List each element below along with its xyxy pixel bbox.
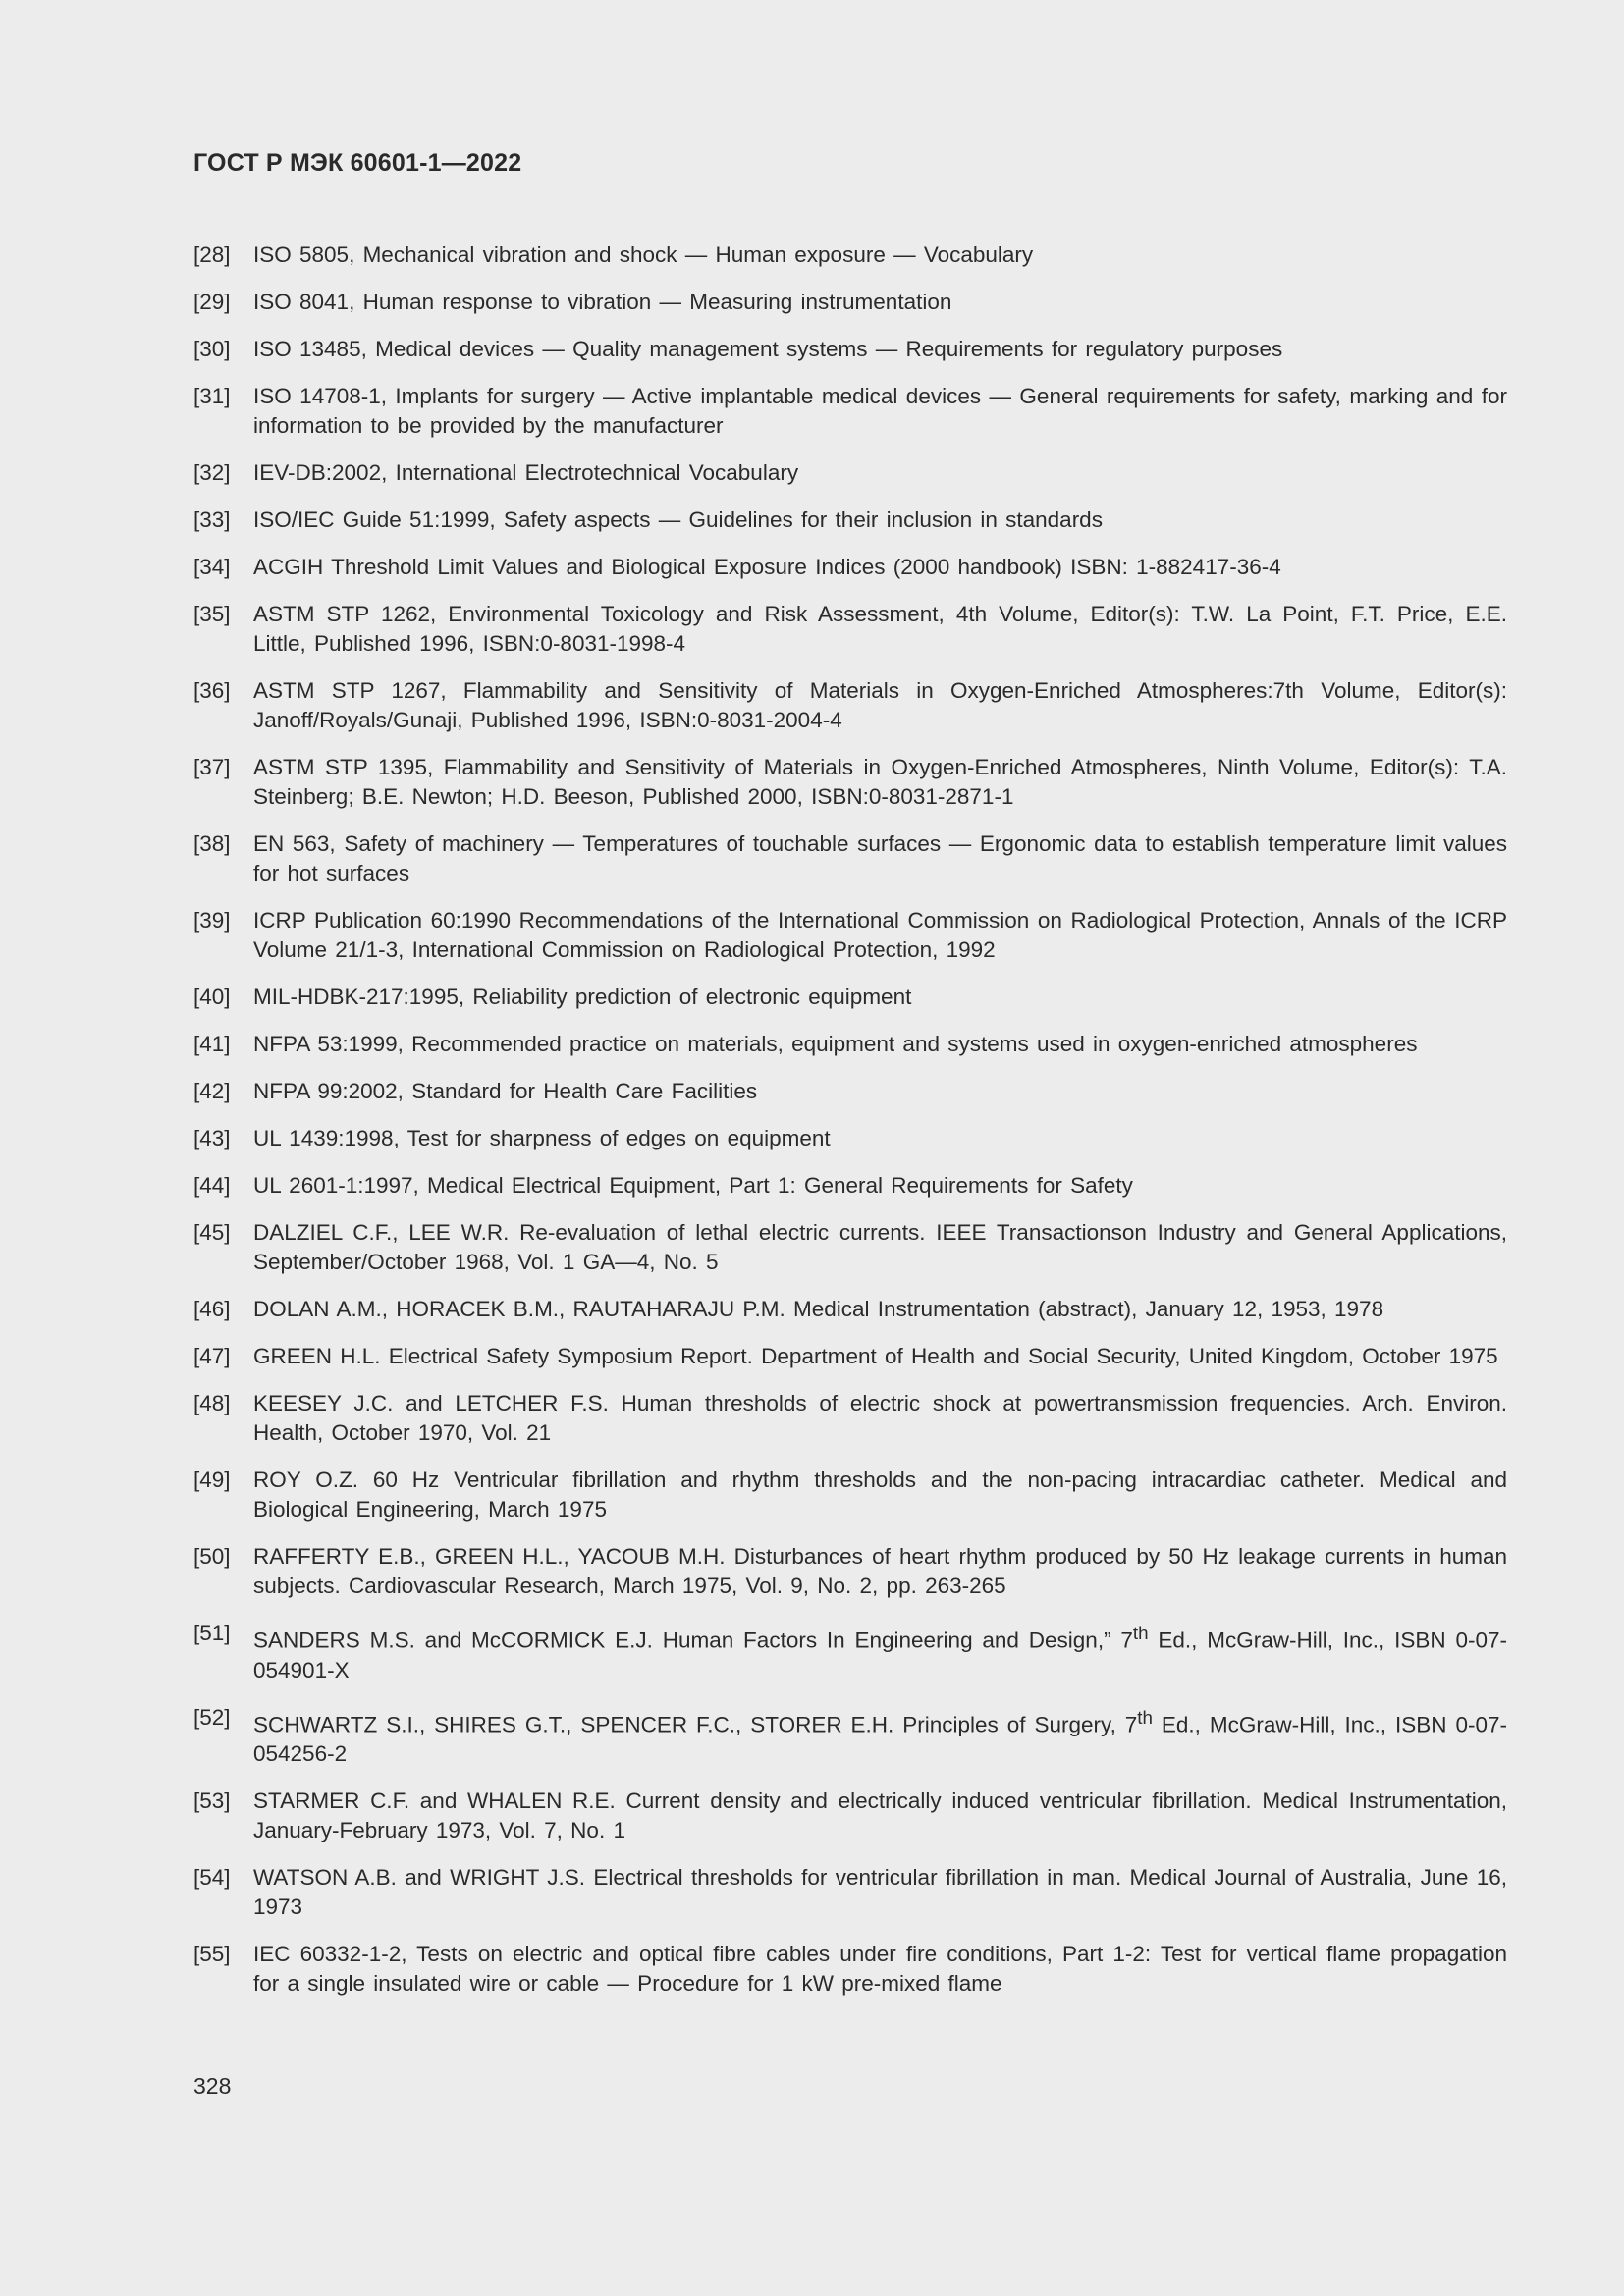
reference-number: [33]	[193, 507, 231, 532]
reference-number: [40]	[193, 985, 231, 1009]
reference-number: [38]	[193, 831, 231, 856]
reference-number: [30]	[193, 337, 231, 361]
reference-text	[253, 1703, 1507, 1770]
reference-number: [54]	[193, 1865, 231, 1890]
reference-number: [31]	[193, 384, 231, 408]
reference-number: [45]	[193, 1220, 231, 1245]
reference-text	[253, 1619, 1507, 1685]
reference-item	[193, 753, 1507, 812]
reference-number: [49]	[193, 1468, 231, 1492]
reference-number: [39]	[193, 908, 231, 933]
reference-text: ISO 13485, Medical devices — Quality management systems — Requirements for regulatory purposes	[253, 337, 1283, 361]
reference-number: [51]	[193, 1621, 231, 1645]
reference-number: [42]	[193, 1079, 231, 1103]
reference-text-part: SANDERS M.S. and McCORMICK E.J. Human Factors In Engineering and Design,” 7	[253, 1628, 1133, 1653]
reference-item	[193, 1703, 1507, 1770]
reference-number: [55]	[193, 1942, 231, 1966]
reference-text: ISO 14708-1, Implants for surgery — Active implantable medical devices — General requirements for safety, marking and for information to be provided by the manufacturer	[253, 384, 1507, 438]
reference-item	[193, 1542, 1507, 1601]
reference-item	[193, 600, 1507, 659]
reference-item	[193, 1342, 1507, 1371]
reference-number: [46]	[193, 1297, 231, 1321]
reference-item	[193, 1863, 1507, 1922]
reference-number: [44]	[193, 1173, 231, 1198]
reference-item	[193, 1124, 1507, 1153]
reference-number: [41]	[193, 1032, 231, 1056]
reference-item	[193, 829, 1507, 888]
reference-item	[193, 676, 1507, 735]
reference-number: [34]	[193, 555, 231, 579]
reference-text: ISO 8041, Human response to vibration — Measuring instrumentation	[253, 290, 952, 314]
reference-number: [53]	[193, 1789, 231, 1813]
reference-text: UL 1439:1998, Test for sharpness of edges on equipment	[253, 1126, 831, 1150]
reference-item	[193, 288, 1507, 317]
reference-item	[193, 1218, 1507, 1277]
reference-text-part: SCHWARTZ S.I., SHIRES G.T., SPENCER F.C., STORER E.H. Principles of Surgery, 7	[253, 1712, 1138, 1736]
reference-item	[193, 1619, 1507, 1685]
reference-number: [50]	[193, 1544, 231, 1569]
reference-item	[193, 335, 1507, 364]
reference-number: [52]	[193, 1704, 231, 1730]
reference-text-part: Ed., McGraw-Hill, Inc., ISBN 0-07-054901-X	[253, 1628, 1507, 1682]
page-title: ГОСТ Р МЭК 60601-1—2022	[193, 149, 522, 177]
reference-text: DOLAN A.M., HORACEK B.M., RAUTAHARAJU P.M. Medical Instrumentation (abstract), January 12, 1953, 1978	[253, 1297, 1384, 1321]
reference-text: UL 2601-1:1997, Medical Electrical Equipment, Part 1: General Requirements for Safety	[253, 1173, 1133, 1198]
reference-text: ACGIH Threshold Limit Values and Biological Exposure Indices (2000 handbook) ISBN: 1-882417-36-4	[253, 555, 1281, 579]
reference-text: STARMER C.F. and WHALEN R.E. Current density and electrically induced ventricular fibrillation. Medical Instrumentation, January-February 1973, Vol. 7, No. 1	[253, 1789, 1507, 1842]
reference-list	[193, 240, 1507, 2016]
reference-item	[193, 458, 1507, 488]
reference-number: [32]	[193, 460, 231, 485]
reference-text: GREEN H.L. Electrical Safety Symposium Report. Department of Health and Social Security, United Kingdom, October 1975	[253, 1344, 1498, 1368]
reference-item	[193, 1389, 1507, 1448]
reference-text: EN 563, Safety of machinery — Temperatures of touchable surfaces — Ergonomic data to establish temperature limit values for hot surfaces	[253, 831, 1507, 885]
page-number: 328	[193, 2073, 232, 2099]
reference-item	[193, 906, 1507, 965]
reference-text: DALZIEL C.F., LEE W.R. Re-evaluation of lethal electric currents. IEEE Transactionson Industry and General Applications, September/October 1968, Vol. 1 GA—4, No. 5	[253, 1220, 1507, 1274]
reference-number: [47]	[193, 1344, 231, 1368]
reference-item	[193, 382, 1507, 441]
reference-text: NFPA 99:2002, Standard for Health Care Facilities	[253, 1079, 758, 1103]
reference-text: ROY O.Z. 60 Hz Ventricular fibrillation and rhythm thresholds and the non-pacing intracardiac catheter. Medical and Biological Engineering, March 1975	[253, 1468, 1507, 1522]
reference-text: NFPA 53:1999, Recommended practice on materials, equipment and systems used in oxygen-enriched atmospheres	[253, 1032, 1418, 1056]
reference-text: ASTM STP 1267, Flammability and Sensitivity of Materials in Oxygen-Enriched Atmospheres:7th Volume, Editor(s): Janoff/Royals/Gunaji, Published 1996, ISBN:0-8031-2004-4	[253, 678, 1507, 732]
reference-number: [37]	[193, 755, 231, 779]
reference-item	[193, 506, 1507, 535]
reference-number: [35]	[193, 602, 231, 626]
reference-item	[193, 1940, 1507, 1999]
reference-text: ASTM STP 1395, Flammability and Sensitivity of Materials in Oxygen-Enriched Atmospheres, Ninth Volume, Editor(s): T.A. Steinberg; B.E. Newton; H.D. Beeson, Published 2000, ISBN:0-8031-2871-1	[253, 755, 1507, 809]
reference-text-part: Ed., McGraw-Hill, Inc., ISBN 0-07-054256-2	[253, 1712, 1507, 1766]
reference-text: ICRP Publication 60:1990 Recommendations of the International Commission on Radiological Protection, Annals of the ICRP Volume 21/1-3, International Commission on Radiological Protection, 1992	[253, 908, 1507, 962]
reference-text: WATSON A.B. and WRIGHT J.S. Electrical thresholds for ventricular fibrillation in man. Medical Journal of Australia, June 16, 1973	[253, 1865, 1507, 1919]
reference-item	[193, 1466, 1507, 1524]
reference-text: ISO 5805, Mechanical vibration and shock — Human exposure — Vocabulary	[253, 242, 1034, 267]
reference-number: [48]	[193, 1391, 231, 1415]
reference-text: ISO/IEC Guide 51:1999, Safety aspects — Guidelines for their inclusion in standards	[253, 507, 1103, 532]
reference-item	[193, 1295, 1507, 1324]
reference-text: IEC 60332-1-2, Tests on electric and optical fibre cables under fire conditions, Part 1-2: Test for vertical flame propagation for a single insulated wire or cable — Procedure for 1 kW pre-mixed flame	[253, 1942, 1507, 1996]
reference-item	[193, 1030, 1507, 1059]
reference-text: MIL-HDBK-217:1995, Reliability prediction of electronic equipment	[253, 985, 912, 1009]
reference-number: [29]	[193, 290, 231, 314]
reference-item	[193, 1171, 1507, 1201]
reference-number: [43]	[193, 1126, 231, 1150]
reference-item	[193, 983, 1507, 1012]
reference-number: [36]	[193, 678, 231, 703]
reference-text: RAFFERTY E.B., GREEN H.L., YACOUB M.H. Disturbances of heart rhythm produced by 50 Hz leakage currents in human subjects. Cardiovascular Research, March 1975, Vol. 9, No. 2, pp. 263-265	[253, 1544, 1507, 1598]
reference-text: IEV-DB:2002, International Electrotechnical Vocabulary	[253, 460, 799, 485]
superscript-ordinal: th	[1132, 1623, 1149, 1643]
reference-item	[193, 1077, 1507, 1106]
reference-text: ASTM STP 1262, Environmental Toxicology and Risk Assessment, 4th Volume, Editor(s): T.W. La Point, F.T. Price, E.E. Little, Published 1996, ISBN:0-8031-1998-4	[253, 602, 1507, 656]
superscript-ordinal: th	[1137, 1706, 1153, 1728]
reference-item	[193, 1787, 1507, 1845]
reference-item	[193, 553, 1507, 582]
reference-text: KEESEY J.C. and LETCHER F.S. Human thresholds of electric shock at powertransmission frequencies. Arch. Environ. Health, October 1970, Vol. 21	[253, 1391, 1507, 1445]
reference-item	[193, 240, 1507, 270]
reference-number: [28]	[193, 242, 231, 267]
